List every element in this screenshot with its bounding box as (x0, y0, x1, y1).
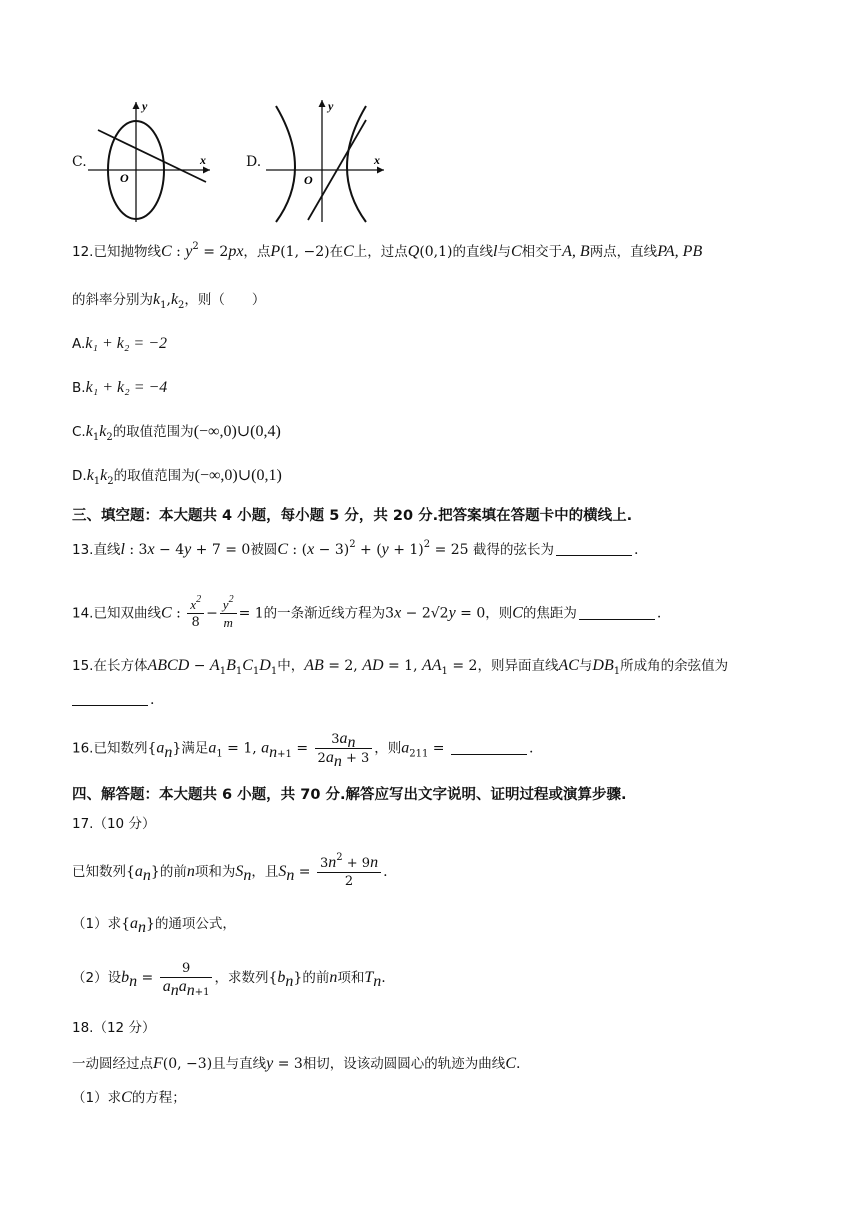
hyperbola-line-graph (262, 96, 392, 226)
q18-heading: 18.（12 分） (72, 1020, 156, 1036)
q18-part1: （1）求C的方程； (72, 1089, 186, 1106)
ellipse-line-graph (84, 96, 214, 226)
q17-part2: （2）设$b_n$ = $\frac{9}{a_na_{n+1}}$ ，求数列$\{b_n\}$的前n项和$T_n$. (72, 961, 386, 999)
answer-blank[interactable] (72, 691, 148, 706)
axis-y-label: y (328, 99, 334, 113)
answer-blank[interactable] (579, 605, 655, 620)
option-label: C. (72, 154, 87, 170)
section-fill-blank-heading: 三、填空题：本大题共 4 小题，每小题 5 分，共 20 分.把答案填在答题卡中的横线上. (72, 508, 633, 524)
q12-stem-line2: 的斜率分别为$k_1,k_2$，则（ ） (72, 291, 266, 311)
answer-blank[interactable] (556, 541, 632, 556)
q12-option-b: B.k₁ + k₂ = −4 (72, 379, 168, 396)
q17-heading: 17.（10 分） (72, 816, 156, 832)
axis-y-label: y (142, 99, 148, 113)
q12-option-c: $C.k_1k_2$的取值范围为(−∞,0)∪(0,4) (72, 423, 281, 443)
origin-label: O (120, 171, 129, 185)
q17-part1: （1）求$\{a_n\}$的通项公式， (72, 915, 236, 936)
q12-option-a: A.k₁ + k₂ = −2 (72, 335, 168, 352)
q17-stem: 已知数列$\{a_n\}$的前n项和为$S_n$，且$S_n$ = $\frac{3n^2 + 9n}{2}$ . (72, 852, 388, 889)
section-solve-heading: 四、解答题：本大题共 6 小题，共 70 分.解答应写出文字说明、证明过程或演算步骤. (72, 787, 627, 803)
q14: 14.已知双曲线C : $\frac{x^2}{8}$ − $\frac{y^2}{m}$ = 1的一条渐近线方程为3x − 2√2y = 0，则C的焦距为 . (72, 594, 662, 630)
answer-blank[interactable] (451, 740, 527, 755)
q16: 16.已知数列$\{a_n\}$满足$a_1 = 1$, $a_{n+1}$ = $\frac{3a_n}{2a_n + 3}$ ，则$a_{211}$ = . (72, 730, 534, 770)
q12-option-d: $D.k_1k_2$的取值范围为(−∞,0)∪(0,1) (72, 467, 282, 487)
q15: 15.在长方体ABCD − $A_1B_1C_1D_1$中，AB = 2, AD = 1, $AA_1 = 2$，则异面直线AC与$DB_1$所成角的余弦值为 (72, 657, 729, 677)
q13: 13.直线l : 3x − 4y + 7 = 0被圆C : $(x - 3)^2 + (y + 1)^2 = 25$ 截得的弦长为 . (72, 539, 639, 558)
q12-stem: 12.已知抛物线C : $y^2 = 2px$，点P(1, −2)在C上，过点Q(0,1)的直线l与C相交于A, B两点，直线PA, PB (72, 241, 703, 260)
axis-x-label: x (374, 153, 380, 167)
q15-blank-line: . (72, 690, 154, 710)
axis-x-label: x (200, 153, 206, 167)
option-label: D. (246, 154, 262, 170)
q18-stem: 一动圆经过点F(0, −3)且与直线y = 3相切，设该动圆圆心的轨迹为曲线C. (72, 1055, 521, 1072)
origin-label: O (304, 173, 313, 187)
